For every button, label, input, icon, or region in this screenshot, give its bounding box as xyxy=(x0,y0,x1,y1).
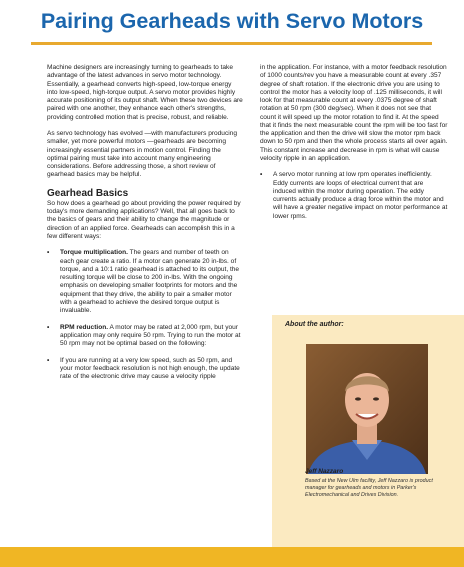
intro-paragraph-1: Machine designers are increasingly turning to gearheads to take advantage of the latest advances in servo motor technology. Essentially, a gearhead converts high-speed, low-torque energy into low-speed, high-torque output. A servo motor provides highly accurate positioning of its output shaft. When these two devices are paired with one another, they enhance each other's strengths, providing controlled motion that is precise, robust, and reliable. xyxy=(47,64,243,121)
footer-bar xyxy=(0,547,464,567)
article-title: Pairing Gearheads with Servo Motors xyxy=(40,9,424,33)
section-heading: Gearhead Basics xyxy=(47,187,129,199)
author-heading: About the author: xyxy=(285,321,344,328)
author-photo xyxy=(306,344,428,474)
list-item xyxy=(260,171,448,221)
bullet-text: The gears and number of teeth on each gear create a ratio. If a motor can generate 20 in-lbs. of torque, and a 10:1 ratio gearhead is attached to its output, the resulting torque will be close to 200 in-lbs. With the ongoing emphasis on developing smaller footprints for motors and the equipment that they drive, the ability to pair a smaller motor with a gearhead to achieve the desired torque output is invaluable. xyxy=(60,249,240,314)
bullet-glyph: • xyxy=(260,171,263,179)
title-underline xyxy=(31,42,432,45)
bullet-text: If you are running at a very low speed, such as 50 rpm, and your motor feedback resolution is not high enough, the update rate of the electronic drive may cause a velocity ripple xyxy=(60,356,240,380)
author-name: Jeff Nazzaro xyxy=(305,468,344,475)
bullet-text: A servo motor running at low rpm operates inefficiently. Eddy currents are loops of electrical current that are induced within the motor during operation. The eddy currents actually produce a drag force within the motor and will have a greater negative impact on motor performance at lower rpms. xyxy=(273,171,448,220)
bullet-glyph: • xyxy=(47,356,50,364)
bullet-glyph: • xyxy=(47,249,50,257)
right-column xyxy=(260,64,448,229)
bullet-lead: Torque multiplication. xyxy=(60,249,128,257)
bullet-text: A motor may be rated at 2,000 rpm, but your application may only require 50 rpm. Trying to run the motor at 50 rpm may not be optimal based on the following: xyxy=(60,323,241,347)
intro-paragraph-2: As servo technology has evolved —with manufacturers producing smaller, yet more powerful motors —gearheads are becoming increasingly essential partners in motion control. Finding the optimal pairing must take into account many engineering considerations. Before addressing those, a short review of gearhead basics may be helpful. xyxy=(47,130,237,179)
list-item xyxy=(47,324,243,349)
author-sidebar xyxy=(272,315,464,547)
left-column xyxy=(47,64,243,390)
bullet-lead: RPM reduction. xyxy=(60,323,109,331)
bullet-glyph: • xyxy=(47,323,50,331)
list-item xyxy=(47,357,243,382)
basics-paragraph: So how does a gearhead go about providing the power required by today's more demanding applications? Well, that all goes back to the basics of gears and their ability to change the magnitude or direction of an applied force. Gearheads can accomplish this in a few different ways: xyxy=(47,199,241,240)
list-item xyxy=(47,249,243,315)
author-bio: Based at the New Ulm facility, Jeff Nazzaro is product manager for gearheads and motors in Parker's Electromechanical and Drives Division. xyxy=(305,478,433,498)
continued-paragraph: in the application. For instance, with a motor feedback resolution of 1000 counts/rev you have a measurable count at every .357 degree of shaft rotation. If the electronic drive you are using to control the motor has a velocity loop of .125 milliseconds, it will look for that measurable count at every .0375 degree of shaft rotation at 50 rpm (300 deg/sec). When it does not see that count it will speed up the motor rotation to find it. At the speed that it finds the next measurable count the rpm will be too fast for the application and then the drive will slow the motor rpm back down to 50 rpm and then the whole process starts all over again. This constant increase and decrease in rpm is what will cause velocity ripple in an application. xyxy=(260,64,448,162)
